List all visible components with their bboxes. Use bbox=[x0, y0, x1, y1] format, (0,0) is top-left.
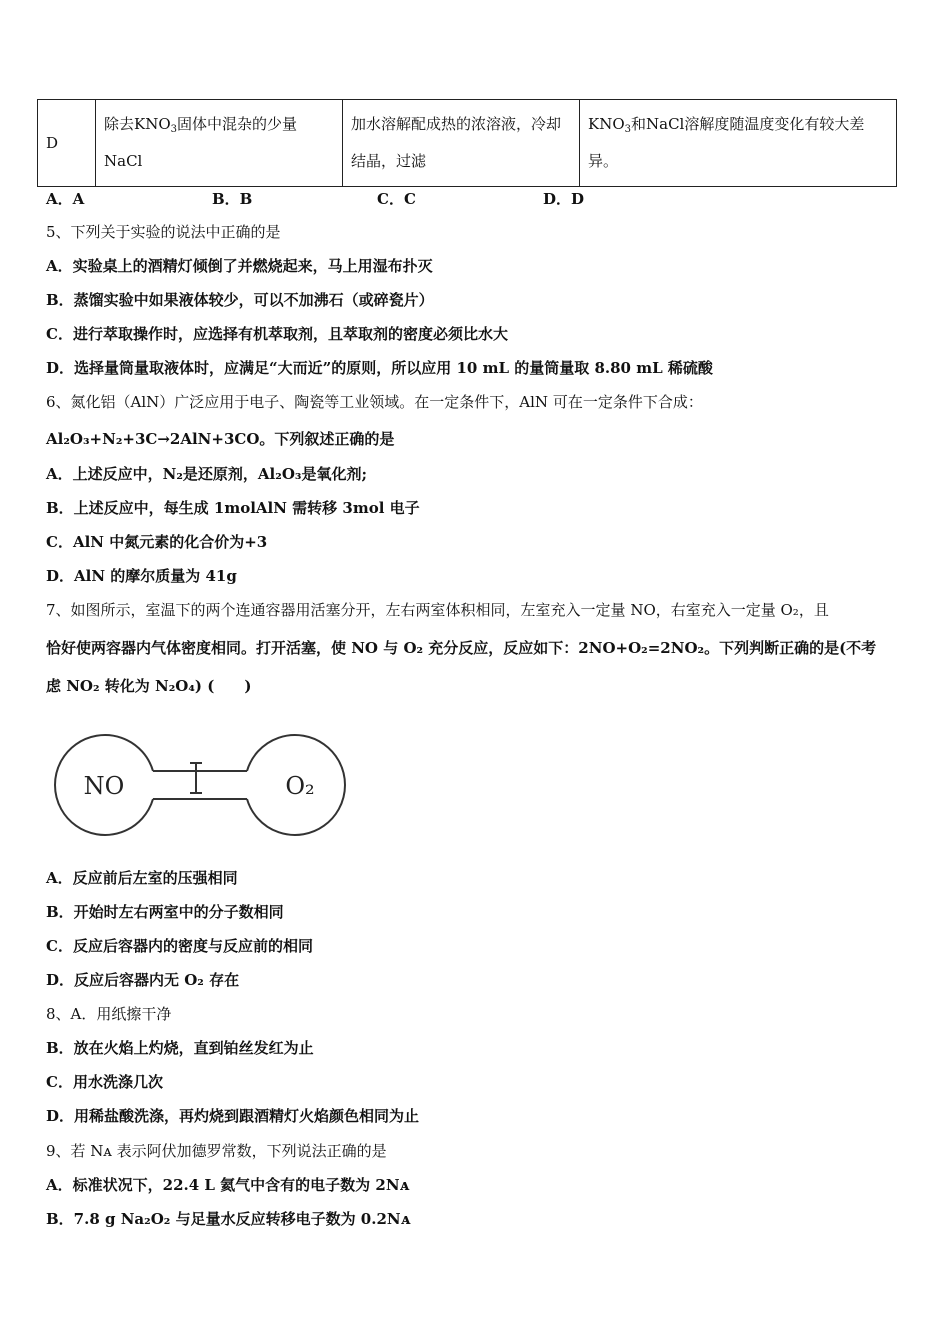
purpose-cell bbox=[96, 100, 343, 187]
q5-option-b: B．蒸馏实验中如果液体较少，可以不加沸石（或碎瓷片） bbox=[46, 291, 434, 309]
q5-option-c: C．进行萃取操作时，应选择有机萃取剂，且萃取剂的密度必须比水大 bbox=[46, 325, 508, 343]
table-row bbox=[38, 100, 897, 187]
purpose-text-a: 除去KNO bbox=[104, 115, 171, 133]
left-gas-label: NO bbox=[83, 772, 125, 800]
q5-option-d: D．选择量筒量取液体时，应满足“大而近”的原则，所以应用 10 mL 的量筒量取 8.80 mL 稀硫酸 bbox=[46, 359, 713, 377]
connected-vessels-figure bbox=[50, 733, 352, 841]
q7-option-b: B．开始时左右两室中的分子数相同 bbox=[46, 903, 284, 921]
reason-text-a: KNO bbox=[588, 115, 625, 133]
q7-option-d: D．反应后容器内无 O₂ 存在 bbox=[46, 971, 240, 989]
reason-text-b: 和NaCl溶解度随温度变化有较大差异。 bbox=[588, 115, 865, 170]
purpose-text-b: 固体中混杂的少量 bbox=[177, 115, 298, 133]
q7-stem-1: 7、如图所示，室温下的两个连通容器用活塞分开，左右两室体积相同，左室充入一定量 NO，右室充入一定量 O₂，且 bbox=[46, 601, 829, 619]
q9-stem: 9、若 Nᴀ 表示阿伏加德罗常数，下列说法正确的是 bbox=[46, 1142, 387, 1160]
q5-option-a: A．实验桌上的酒精灯倾倒了并燃烧起来，马上用湿布扑灭 bbox=[46, 257, 433, 275]
row-label-cell bbox=[38, 100, 96, 187]
q6-stem-1: 6、氮化铝（AlN）广泛应用于电子、陶瓷等工业领域。在一定条件下，AlN 可在一定条件下合成： bbox=[46, 393, 703, 411]
q4-choice-d: D．D bbox=[543, 190, 585, 208]
purpose-sub: 3 bbox=[170, 124, 178, 135]
method-cell bbox=[343, 100, 580, 187]
q8-option-d: D．用稀盐酸洗涤，再灼烧到跟酒精灯火焰颜色相同为止 bbox=[46, 1107, 420, 1125]
q7-stem-3: 虑 NO₂ 转化为 N₂O₄) ( ) bbox=[46, 677, 252, 695]
q6-stem-2: Al₂O₃+N₂+3C→2AlN+3CO。下列叙述正确的是 bbox=[46, 430, 395, 448]
q5-stem: 5、下列关于实验的说法中正确的是 bbox=[46, 223, 281, 241]
q7-option-c: C．反应后容器内的密度与反应前的相同 bbox=[46, 937, 313, 955]
q6-option-a: A．上述反应中，N₂是还原剂，Al₂O₃是氧化剂; bbox=[46, 465, 368, 483]
q7-stem-2: 恰好使两容器内气体密度相同。打开活塞，使 NO 与 O₂ 充分反应，反应如下：2NO+O₂=2NO₂。下列判断正确的是(不考 bbox=[46, 639, 877, 657]
q7-option-a: A．反应前后左室的压强相同 bbox=[46, 869, 238, 887]
right-gas-label: O₂ bbox=[285, 772, 315, 800]
row-label: D bbox=[46, 133, 59, 152]
q6-option-b: B．上述反应中，每生成 1molAlN 需转移 3mol 电子 bbox=[46, 499, 420, 517]
q4-choice-c: C．C bbox=[377, 190, 416, 208]
q9-option-a: A．标准状况下，22.4 L 氦气中含有的电子数为 2Nᴀ bbox=[46, 1176, 410, 1194]
q4-choice-a: A．A bbox=[46, 190, 85, 208]
method-text: 加水溶解配成热的浓溶液，冷却结晶，过滤 bbox=[351, 115, 562, 170]
q6-option-d: D．AlN 的摩尔质量为 41g bbox=[46, 567, 237, 585]
q6-option-c: C．AlN 中氮元素的化合价为+3 bbox=[46, 533, 268, 551]
q9-option-b: B．7.8 g Na₂O₂ 与足量水反应转移电子数为 0.2Nᴀ bbox=[46, 1210, 411, 1228]
reason-cell bbox=[580, 100, 897, 187]
q8-option-b: B．放在火焰上灼烧，直到铂丝发红为止 bbox=[46, 1039, 314, 1057]
q4-choice-b: B．B bbox=[212, 190, 253, 208]
option-table bbox=[37, 99, 897, 187]
purpose-text-c: NaCl bbox=[104, 152, 143, 170]
q8-option-a: 8、A．用纸擦干净 bbox=[46, 1005, 172, 1023]
q8-option-c: C．用水洗涤几次 bbox=[46, 1073, 163, 1091]
reason-sub: 3 bbox=[624, 124, 632, 135]
